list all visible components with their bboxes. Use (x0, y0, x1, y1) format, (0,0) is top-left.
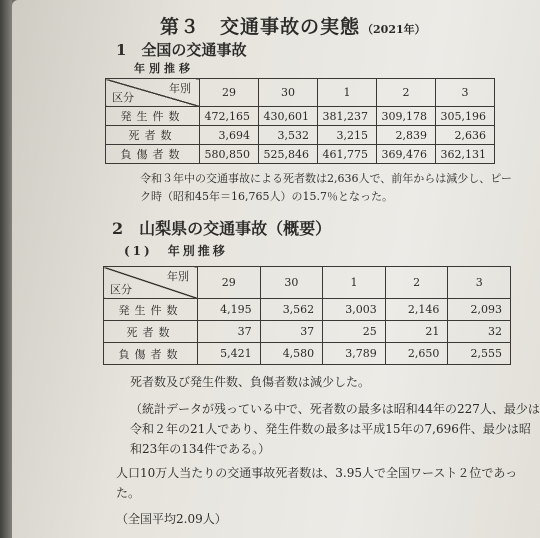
row-label: 負傷者数 (104, 343, 198, 365)
year-header: 30 (259, 79, 318, 107)
table-row (106, 126, 495, 145)
document-page (12, 0, 540, 538)
corner-label-year: 年別 (167, 270, 189, 283)
table-cell: 2,093 (448, 299, 511, 321)
table-cell: 461,775 (318, 145, 377, 164)
table-row (106, 107, 495, 126)
table-row (104, 343, 511, 365)
corner-label-year: 年別 (169, 82, 191, 95)
per-capita-paragraph (116, 463, 517, 503)
national-accidents-table (105, 78, 495, 164)
table-cell: 525,846 (259, 145, 318, 164)
year-header: 1 (323, 267, 386, 299)
chapter-year: （2021年） (362, 23, 426, 36)
year-header: 29 (198, 267, 261, 299)
table-corner-cell (104, 267, 198, 299)
chapter-title-text: 第３ 交通事故の実態 (160, 16, 361, 38)
table-cell: 2,636 (436, 126, 495, 145)
paragraph-line: 令和３年中の交通事故による死者数は2,636人で、前年からは減少し、ピー (140, 172, 512, 185)
year-header: 2 (377, 79, 436, 107)
table-cell: 3,532 (259, 126, 318, 145)
year-header: 3 (448, 267, 511, 299)
table-row (106, 145, 495, 164)
year-header: 30 (260, 267, 323, 299)
year-header: 3 (436, 79, 495, 107)
table-cell: 309,178 (377, 107, 436, 126)
row-label: 負傷者数 (106, 145, 200, 164)
table-cell: 580,850 (200, 145, 259, 164)
year-header: 2 (385, 267, 448, 299)
section1-title: 1 全国の交通事故 (116, 41, 247, 59)
chapter-title (160, 12, 426, 39)
national-average-note: （全国平均2.09人） (116, 512, 227, 526)
table-cell: 430,601 (259, 107, 318, 126)
table-cell: 37 (198, 321, 261, 343)
row-label: 発生件数 (106, 107, 200, 126)
table-cell: 37 (260, 321, 323, 343)
national-summary-paragraph (140, 170, 512, 206)
section2-title: 2 山梨県の交通事故（概要） (112, 219, 332, 238)
table-cell: 3,694 (200, 126, 259, 145)
section1-subtitle: 年別推移 (134, 62, 194, 75)
paragraph-line: （統計データが残っている中で、死者数の最多は昭和44年の227人、最少は (130, 402, 540, 416)
statistics-paragraph (130, 399, 540, 459)
corner-label-category: 区分 (110, 283, 132, 296)
decrease-paragraph: 死者数及び発生件数、負傷者数は減少した。 (130, 375, 371, 389)
table-cell: 3,003 (323, 299, 386, 321)
book-edge-shadow (0, 0, 12, 538)
table-cell: 472,165 (200, 107, 259, 126)
year-header: 29 (200, 79, 259, 107)
table-corner-cell (106, 79, 200, 107)
section2-subtitle: (1) 年別推移 (124, 244, 228, 258)
table-cell: 362,131 (436, 145, 495, 164)
table-header-row (106, 79, 495, 107)
paragraph-line: た。 (116, 486, 141, 500)
row-label: 死者数 (104, 321, 198, 343)
table-cell: 5,421 (198, 343, 261, 365)
table-cell: 381,237 (318, 107, 377, 126)
table-cell: 2,555 (448, 343, 511, 365)
paragraph-line: 令和２年の21人であり、発生件数の最多は平成15年の7,696件、最少は昭 (130, 422, 531, 436)
table-cell: 3,562 (260, 299, 323, 321)
table-cell: 2,839 (377, 126, 436, 145)
table-cell: 2,650 (385, 343, 448, 365)
table-row (104, 321, 511, 343)
paragraph-line: 人口10万人当たりの交通事故死者数は、3.95人で全国ワースト２位であっ (116, 466, 518, 480)
table-cell: 32 (448, 321, 511, 343)
table-cell: 369,476 (377, 145, 436, 164)
year-header: 1 (318, 79, 377, 107)
corner-label-category: 区分 (112, 91, 134, 104)
row-label: 死者数 (106, 126, 200, 145)
table-cell: 4,195 (198, 299, 261, 321)
table-cell: 2,146 (385, 299, 448, 321)
table-cell: 3,215 (318, 126, 377, 145)
table-header-row (104, 267, 511, 299)
paragraph-line: ク時（昭和45年＝16,765人）の15.7％となった。 (140, 190, 393, 203)
table-cell: 21 (385, 321, 448, 343)
table-cell: 305,196 (436, 107, 495, 126)
table-row (104, 299, 511, 321)
table-cell: 3,789 (323, 343, 386, 365)
row-label: 発生件数 (104, 299, 198, 321)
table-cell: 4,580 (260, 343, 323, 365)
table-cell: 25 (323, 321, 386, 343)
yamanashi-accidents-table (103, 266, 511, 365)
paragraph-line: 和23年の134件である。） (130, 442, 271, 456)
